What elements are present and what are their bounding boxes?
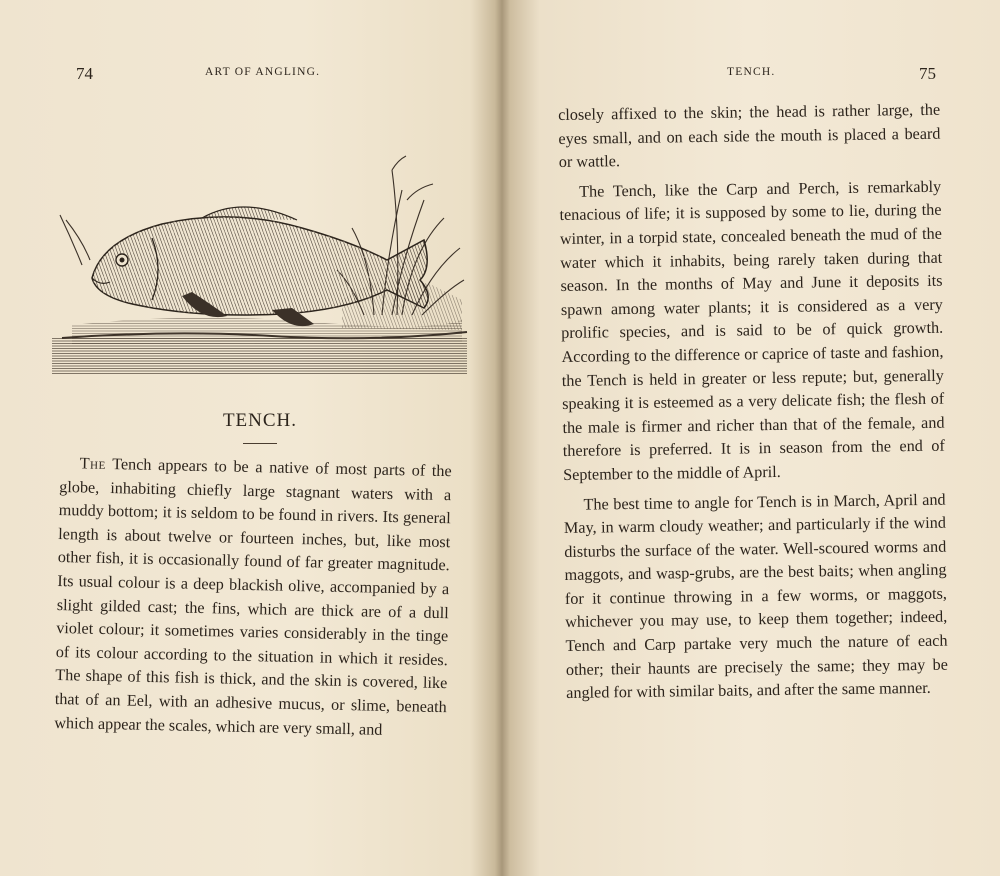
running-head-right: TENCH. <box>727 66 776 78</box>
drop-word: The <box>79 454 107 473</box>
section-title: TENCH. <box>222 410 298 431</box>
paragraph-text: Tench appears to be a native of most parts of the globe, inhabiting chiefly large stagnant waters with a muddy bottom; it is seldom to be found in rivers. Its general length is about twelve or fourteen inches, but, like most other fish, it is occasionally found of far greater magnitude. Its usual colour is a deep blackish olive, accompanied by a slight gilded cast; the fins, which are thick are of a dull violet colour; it sometimes varies considerably in the tinge of its colour according to the situation in which it resides. The shape of this fish is thick, and the skin is covered, like that of an Eel, with an adhesive mucus, or slime, beneath which appear the scales, which are very small, and <box>54 455 452 739</box>
right-body-text <box>558 99 948 706</box>
left-body-text <box>54 452 452 743</box>
tench-fish-engraving <box>52 100 472 400</box>
page-number-right: 75 <box>919 64 936 83</box>
page-number-left: 74 <box>76 64 93 83</box>
paragraph: The best time to angle for Tench is in March, April and May, in warm cloudy weather; and particularly if the wind disturbs the surface of the water. Well-scoured worms and maggots, and wasp-grubs, are the best baits; when angling for it continue throwing in a few worms, or maggots, whichever you may use, to keep them together; indeed, Tench and Carp partake very much the nature of each other; their haunts are precisely the same; they may be angled for with similar baits, and after the same manner. <box>563 490 948 703</box>
running-head-left: ART OF ANGLING. <box>205 66 321 78</box>
paragraph: The Tench, like the Carp and Perch, is remarkably tenacious of life; it is supposed by some to lie, during the winter, in a torpid state, concealed beneath the mud of the water which it inhabits, being rarely taken during that season. In the months of May and June it deposits its spawn among water plants; it is considered as a very prolific species, and is said to be of quick growth. According to the difference or caprice of taste and fashion, the Tench is held in greater or less repute; but, generally speaking it is esteemed as a very delicate fish; the flesh of the male is firmer and richer than that of the female, and therefore is preferred. It is in season from the end of September to the middle of April. <box>559 177 945 484</box>
section-divider <box>243 443 277 444</box>
paragraph-continued: closely affixed to the skin; the head is rather large, the eyes small, and on each side the mouth is placed a beard or wattle. <box>558 100 941 172</box>
paragraph <box>54 452 452 743</box>
